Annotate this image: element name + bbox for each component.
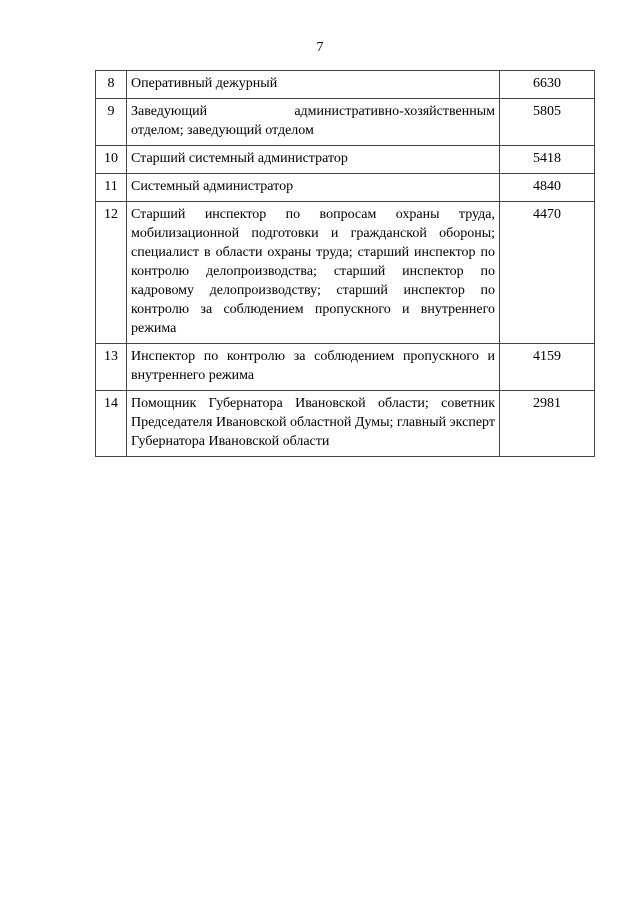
position-title: Старший системный администратор [127, 146, 500, 174]
position-title-line: отделом; заведующий отделом [131, 123, 314, 138]
positions-salary-table [95, 70, 595, 457]
row-number: 10 [96, 146, 127, 174]
salary-amount: 4470 [500, 202, 595, 344]
row-number: 14 [96, 391, 127, 457]
row-number: 9 [96, 99, 127, 146]
row-number: 8 [96, 71, 127, 99]
table-row [96, 146, 595, 174]
position-title-line: Заведующий административно-хозяйственным [131, 104, 495, 119]
table-row [96, 391, 595, 457]
salary-amount: 5805 [500, 99, 595, 146]
row-number: 12 [96, 202, 127, 344]
table-row [96, 344, 595, 391]
table-row [96, 99, 595, 146]
position-title: Системный администратор [127, 174, 500, 202]
row-number: 11 [96, 174, 127, 202]
page-number: 7 [316, 40, 324, 55]
salary-amount: 5418 [500, 146, 595, 174]
salary-amount: 4159 [500, 344, 595, 391]
table-row [96, 202, 595, 344]
position-title [127, 99, 500, 146]
table-row [96, 174, 595, 202]
row-number: 13 [96, 344, 127, 391]
salary-amount: 4840 [500, 174, 595, 202]
position-title: Оперативный дежурный [127, 71, 500, 99]
position-title: Инспектор по контролю за соблюдением пропускного и внутреннего режима [127, 344, 500, 391]
salary-amount: 6630 [500, 71, 595, 99]
position-title: Старший инспектор по вопросам охраны труда, мобилизационной подготовки и гражданской обороны; специалист в области охраны труда; старший инспектор по контролю делопроизводства; старший инспектор по кадровому делопроизводству; старший инспектор по контролю за соблюдением пропускного и внутреннего режима [127, 202, 500, 344]
table-row [96, 71, 595, 99]
salary-amount: 2981 [500, 391, 595, 457]
position-title: Помощник Губернатора Ивановской области; советник Председателя Ивановской областной Думы; главный эксперт Губернатора Ивановской области [127, 391, 500, 457]
